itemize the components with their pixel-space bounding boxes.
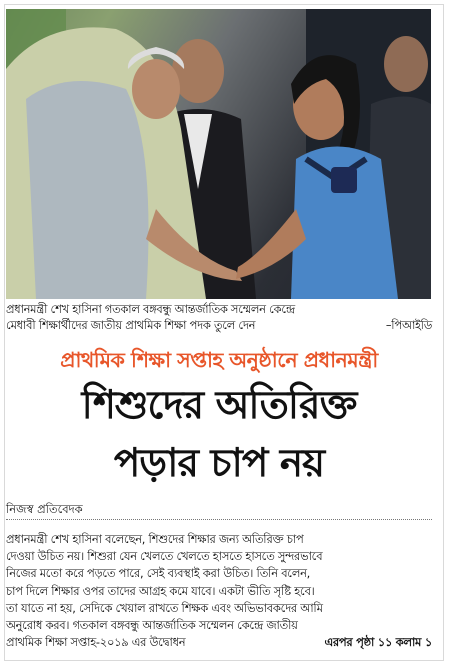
byline: নিজস্ব প্রতিবেদক — [6, 502, 83, 516]
body-line: নিজের মতো করে পড়তে পারে, সেই ব্যবস্থাই করা উচিত। তিনি বলেন, — [6, 566, 311, 581]
kicker-headline: প্রাথমিক শিক্ষা সপ্তাহ অনুষ্ঠানে প্রধানমন্ত্রী — [60, 348, 378, 372]
body-line: অনুরোধ করব। গতকাল বঙ্গবন্ধু আন্তর্জাতিক সম্মেলন কেন্দ্রে জাতীয় — [6, 618, 298, 633]
byline-divider — [6, 519, 432, 520]
article-body — [6, 531, 432, 651]
continued-on-page: এরপর পৃষ্ঠা ১১ কলাম ১ — [324, 635, 432, 650]
caption-line-2: মেধাবী শিক্ষার্থীদের জাতীয় প্রাথমিক শিক্ষা পদক তুলে দেন — [6, 319, 256, 332]
photo-credit: –পিআইডি — [385, 319, 432, 332]
body-line: তা যাতে না হয়, সেদিকে খেয়াল রাখতে শিক্ষক এবং অভিভাবকদের আমি — [6, 600, 323, 615]
caption-line-1: প্রধানমন্ত্রী শেখ হাসিনা গতকাল বঙ্গবন্ধু আন্তর্জাতিক সম্মেলন কেন্দ্রে — [6, 303, 295, 316]
headline-line-2: পড়ার চাপ নয় — [113, 441, 325, 486]
body-line: প্রধানমন্ত্রী শেখ হাসিনা বলেছেন, শিশুদের শিক্ষার জন্য অতিরিক্ত চাপ — [6, 532, 304, 546]
body-last-line: প্রাথমিক শিক্ষা সপ্তাহ-২০১৯ এর উদ্বোধন — [6, 635, 186, 650]
photo-scene-icon — [6, 9, 431, 299]
body-line: চাপ দিলে শিক্ষার ওপর তাদের আগ্রহ কমে যাবে। একটা ভীতি সৃষ্টি হবে। — [6, 583, 315, 598]
body-line: দেওয়া উচিত নয়। শিশুরা যেন খেলতে খেলতে হাসতে হাসতে সুন্দরভাবে — [6, 549, 323, 564]
news-photo — [6, 9, 431, 299]
headline-line-1: শিশুদের অতিরিক্ত — [81, 383, 357, 428]
photo-caption — [6, 302, 432, 334]
